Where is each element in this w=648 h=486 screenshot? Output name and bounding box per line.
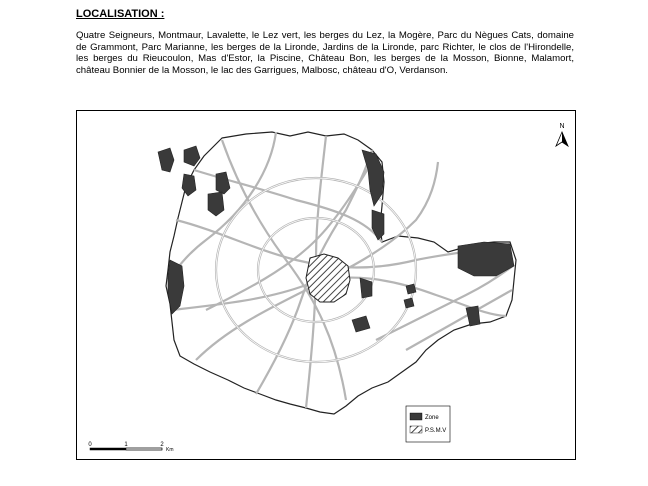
legend-psmv-label: P.S.M.V bbox=[425, 428, 447, 434]
location-map bbox=[76, 110, 576, 460]
legend-zone-label: Zone bbox=[425, 415, 439, 421]
map-legend bbox=[406, 406, 450, 442]
north-label: N bbox=[559, 123, 565, 130]
scale-tick-1: 1 bbox=[124, 442, 128, 448]
scale-unit: Km bbox=[166, 447, 174, 453]
section-heading: LOCALISATION : bbox=[76, 8, 165, 20]
legend-psmv-swatch bbox=[410, 426, 422, 433]
locations-paragraph: Quatre Seigneurs, Montmaur, Lavalette, le Lez vert, les berges du Lez, la Mogère, Parc du Nègues Cats, domaine de Grammont, Parc Marianne, les berges de la Lironde, Jardins de la Lironde, parc Richter, le clos de l'Hirondelle, les berges du Rieucoulon, Mas d'Estor, la Piscine, Château Bon, les berges de la Mosson, Bionne, Malamort, château Bonnier de la Mosson, le lac des Garrigues, Malbosc, château d'O, Verdanson. bbox=[76, 30, 574, 76]
legend-zone-swatch bbox=[410, 413, 422, 420]
scale-tick-0: 0 bbox=[88, 442, 92, 448]
scale-tick-2: 2 bbox=[160, 442, 164, 448]
